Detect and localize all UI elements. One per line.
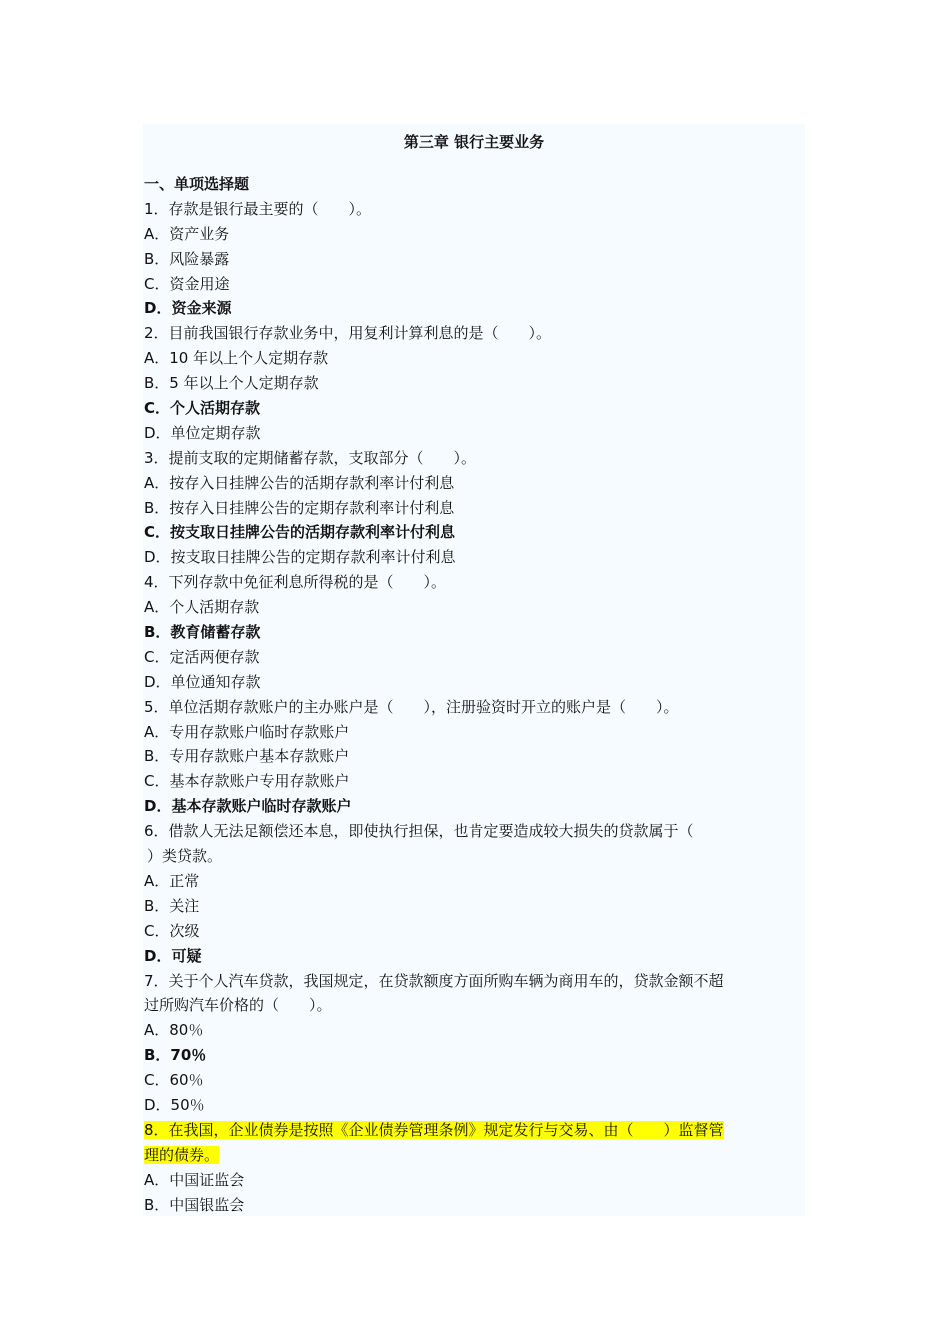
option-8a: A．中国证监会 xyxy=(144,1170,245,1189)
option-8b: B．中国银监会 xyxy=(144,1195,245,1214)
option-7a: A．80％ xyxy=(144,1021,204,1040)
option-3c-answer: C．按支取日挂牌公告的活期存款利率计付利息 xyxy=(144,523,456,542)
section-heading: 一、单项选择题 xyxy=(144,175,250,193)
option-2d: D．单位定期存款 xyxy=(144,423,261,442)
question-list xyxy=(144,172,794,1217)
option-7b-answer: B．70％ xyxy=(144,1046,207,1065)
question-6-line-1: 6．借款人无法足额偿还本息，即使执行担保，也肯定要造成较大损失的贷款属于（ xyxy=(144,822,694,841)
option-2c-answer: C．个人活期存款 xyxy=(144,399,261,418)
option-5d-answer: D．基本存款账户临时存款账户 xyxy=(144,797,352,816)
option-4a: A．个人活期存款 xyxy=(144,598,260,617)
question-7-line-1: 7．关于个人汽车贷款，我国规定，在贷款额度方面所购车辆为商用车的，贷款金额不超 xyxy=(144,971,724,990)
question-3: 3．提前支取的定期储蓄存款，支取部分（ ）。 xyxy=(144,448,477,467)
option-1c: C．资金用途 xyxy=(144,274,230,293)
option-2b: B．5 年以上个人定期存款 xyxy=(144,374,319,393)
option-6a: A．正常 xyxy=(144,871,200,890)
option-3b: B．按存入日挂牌公告的定期存款利率计付利息 xyxy=(144,498,455,517)
option-3a: A．按存入日挂牌公告的活期存款利率计付利息 xyxy=(144,473,455,492)
question-5: 5．单位活期存款账户的主办账户是（ ），注册验资时开立的账户是（ ）。 xyxy=(144,697,679,716)
option-2a: A．10 年以上个人定期存款 xyxy=(144,349,329,368)
option-1b: B．风险暴露 xyxy=(144,249,230,268)
highlighted-question-8-line-1: 8．在我国，企业债券是按照《企业债券管理条例》规定发行与交易、由（ ）监督管 xyxy=(144,1120,724,1139)
option-6b: B．关注 xyxy=(144,896,200,915)
question-7-line-2: 过所购汽车价格的（ ）。 xyxy=(144,996,332,1015)
option-5c: C．基本存款账户专用存款账户 xyxy=(144,772,350,791)
option-1d-answer: D．资金来源 xyxy=(144,299,232,318)
option-4b-answer: B．教育储蓄存款 xyxy=(144,623,261,642)
question-8-line-2 xyxy=(144,1143,794,1168)
question-6-line-2: ）类贷款。 xyxy=(147,847,223,866)
option-4d: D．单位通知存款 xyxy=(144,672,261,691)
option-1a: A．资产业务 xyxy=(144,224,230,243)
question-2: 2．目前我国银行存款业务中，用复利计算利息的是（ ）。 xyxy=(144,324,552,343)
option-7c: C．60％ xyxy=(144,1071,204,1090)
option-5b: B．专用存款账户基本存款账户 xyxy=(144,747,350,766)
option-6c: C．次级 xyxy=(144,921,200,940)
question-4: 4．下列存款中免征利息所得税的是（ ）。 xyxy=(144,573,447,592)
question-8-line-1 xyxy=(144,1118,794,1143)
highlighted-question-8-line-2: 理的债券。 xyxy=(144,1145,220,1164)
question-1: 1．存款是银行最主要的（ ）。 xyxy=(144,199,372,218)
chapter-title: 第三章 银行主要业务 xyxy=(403,133,545,151)
option-6d-answer: D．可疑 xyxy=(144,946,202,965)
option-3d: D．按支取日挂牌公告的定期存款利率计付利息 xyxy=(144,548,456,567)
option-7d: D．50％ xyxy=(144,1095,205,1114)
option-4c: C．定活两便存款 xyxy=(144,647,260,666)
option-5a: A．专用存款账户临时存款账户 xyxy=(144,722,350,741)
document-body xyxy=(143,124,805,1216)
